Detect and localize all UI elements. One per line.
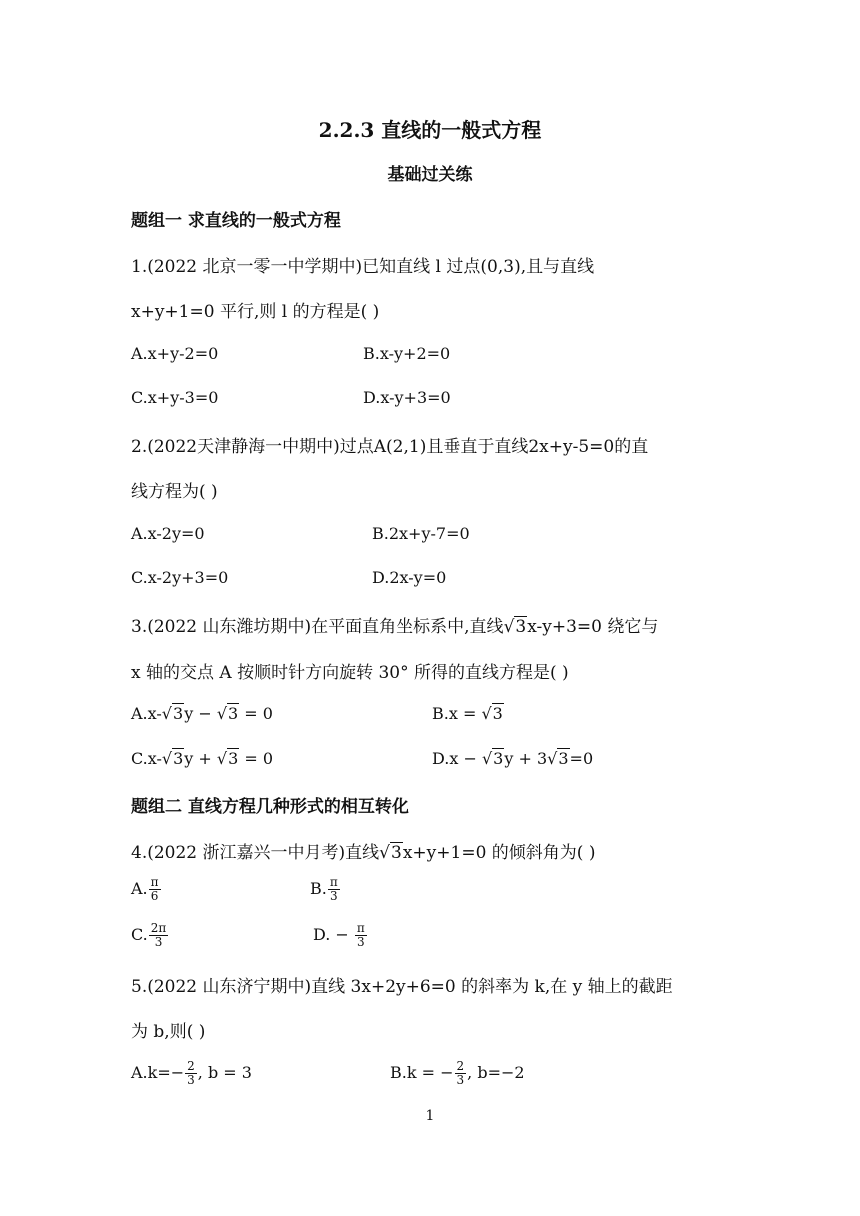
q1-option-b: B.x-y+2=0	[363, 344, 451, 363]
q2-option-a: A.x-2y=0	[131, 524, 205, 543]
q3-stem-line2: x 轴的交点 A 按顺时针方向旋转 30° 所得的直线方程是( )	[131, 663, 569, 683]
fraction: $\frac{2}{3}$	[187, 1059, 195, 1087]
q5-stem-line1: 5.(2022 山东济宁期中)直线 3x+2y+6=0 的斜率为 k,在 y 轴上的截距	[131, 977, 673, 997]
page-number: 1	[425, 1108, 435, 1124]
fraction: $\frac{2\pi}{3}$	[150, 921, 167, 949]
sqrt-symbol: √3	[379, 843, 402, 863]
q2-option-c: C.x-2y+3=0	[131, 568, 229, 587]
q4-option-c: C. $\frac{2\pi}{3}$	[131, 921, 167, 949]
sqrt-symbol: √3	[481, 704, 503, 723]
q3-stem-line1: 3.(2022 山东潍坊期中)在平面直角坐标系中,直线√3x-y+3=0 绕它与	[131, 617, 659, 637]
q2-option-b: B.2x+y-7=0	[372, 524, 470, 543]
q3-option-b: B.x = √3	[432, 704, 503, 723]
q5-option-a: A.k=− $\frac{2}{3}$ , b = 3	[131, 1059, 252, 1087]
q5-stem-line2: 为 b,则( )	[131, 1022, 206, 1042]
sqrt-symbol: √3	[161, 704, 184, 723]
fraction: $\frac{\pi}{3}$	[356, 921, 365, 949]
q3-option-d: D.x − √3y + 3√3=0	[432, 749, 594, 768]
q5-option-b: B.k = − $\frac{2}{3}$ , b=−2	[390, 1059, 525, 1087]
q2-stem-line1: 2.(2022天津静海一中期中)过点A(2,1)且垂直于直线2x+y-5=0的直	[131, 437, 649, 457]
fraction: $\frac{\pi}{3}$	[329, 875, 338, 903]
q4-stem: 4.(2022 浙江嘉兴一中月考)直线√3x+y+1=0 的倾斜角为( )	[131, 843, 596, 863]
sqrt-symbol: √3	[216, 749, 239, 768]
sqrt-symbol: √3	[161, 749, 184, 768]
q1-option-a: A.x+y-2=0	[131, 344, 219, 363]
page-title: 2.2.3 直线的一般式方程	[318, 118, 542, 142]
sqrt-symbol: √3	[481, 749, 504, 768]
section-subtitle: 基础过关练	[387, 165, 473, 185]
q1-stem-line1: 1.(2022 北京一零一中学期中)已知直线 l 过点(0,3),且与直线	[131, 257, 595, 277]
sqrt-symbol: √3	[503, 617, 527, 637]
q4-option-a: A. $\frac{\pi}{6}$	[131, 875, 159, 903]
group-heading-2: 题组二 直线方程几种形式的相互转化	[131, 797, 409, 817]
q2-stem-line2: 线方程为( )	[131, 482, 218, 502]
group-heading-1: 题组一 求直线的一般式方程	[131, 211, 341, 231]
q4-option-d: D. − $\frac{\pi}{3}$	[313, 921, 365, 949]
q1-option-d: D.x-y+3=0	[363, 388, 451, 407]
q1-option-c: C.x+y-3=0	[131, 388, 219, 407]
q3-option-a: A.x-√3y − √3 = 0	[131, 704, 273, 723]
q2-option-d: D.2x-y=0	[372, 568, 447, 587]
q4-option-b: B. $\frac{\pi}{3}$	[310, 875, 338, 903]
sqrt-symbol: √3	[216, 704, 239, 723]
q1-stem-line2: x+y+1=0 平行,则 l 的方程是( )	[131, 302, 380, 322]
fraction: $\frac{2}{3}$	[456, 1059, 465, 1087]
sqrt-symbol: √3	[547, 749, 569, 768]
fraction: $\frac{\pi}{6}$	[150, 875, 159, 903]
q3-option-c: C.x-√3y + √3 = 0	[131, 749, 274, 768]
